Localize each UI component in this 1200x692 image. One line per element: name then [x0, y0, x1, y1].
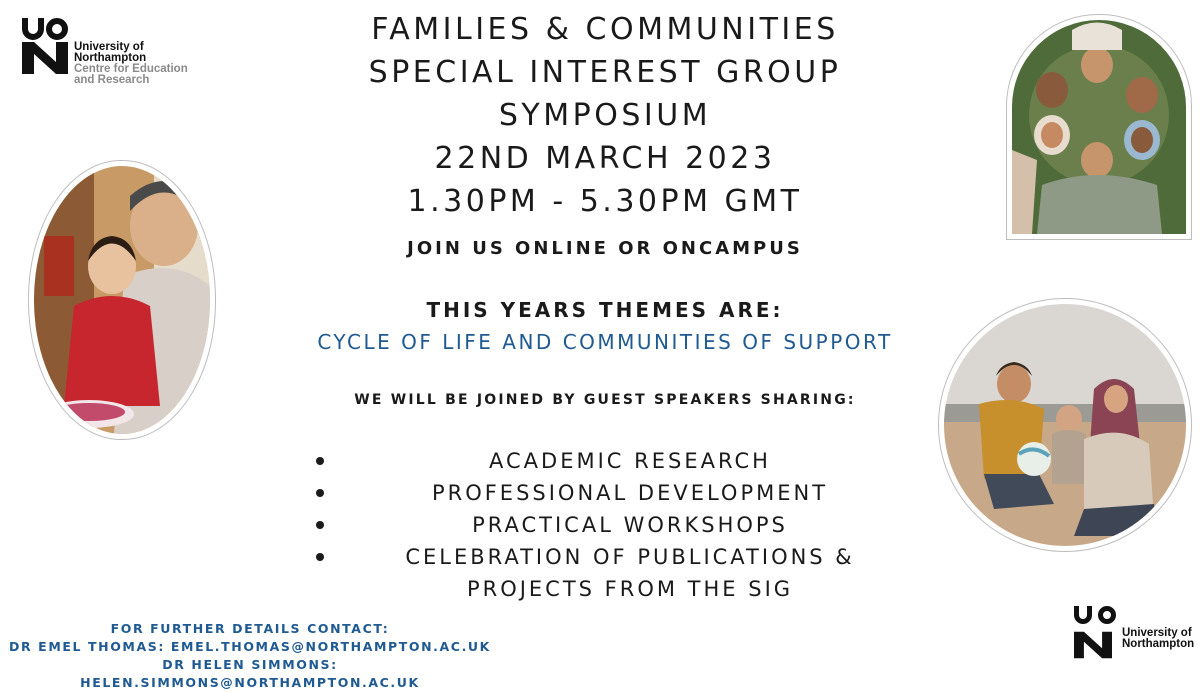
logo-centre: Centre for Education	[74, 63, 188, 75]
logo-northampton: Northampton	[74, 52, 147, 64]
event-date: 22ND MARCH 2023	[434, 141, 776, 176]
logo-text	[1122, 628, 1194, 662]
join-text: JOIN US ONLINE OR ONCAMPUS	[407, 238, 803, 259]
uon-logo-mark	[1074, 606, 1120, 662]
list-item-continuation	[310, 573, 910, 605]
bullet-icon	[316, 553, 324, 561]
list-item	[310, 541, 910, 573]
event-time: 1.30PM - 5.30PM GMT	[407, 184, 803, 219]
uon-logo-mark	[22, 18, 68, 86]
title-block	[300, 8, 910, 223]
contact-heading: FOR FURTHER DETAILS CONTACT:	[110, 621, 390, 636]
logo-text	[74, 42, 188, 86]
title-line-1: FAMILIES & COMMUNITIES	[371, 12, 839, 47]
list-item	[310, 509, 910, 541]
photo-family-beach-illustration	[944, 304, 1186, 546]
list-item	[310, 445, 910, 477]
topic-label: ACADEMIC RESEARCH	[489, 449, 771, 473]
topic-label: PROJECTS FROM THE SIG	[466, 577, 794, 601]
logo-northampton: Northampton	[1122, 638, 1195, 650]
bullet-icon	[316, 489, 324, 497]
guest-speakers-text: WE WILL BE JOINED BY GUEST SPEAKERS SHARING:	[354, 392, 856, 408]
logo-research: and Research	[74, 74, 150, 86]
list-item	[310, 477, 910, 509]
topic-label: PRACTICAL WORKSHOPS	[472, 513, 788, 537]
photo-group-circle	[1006, 14, 1192, 240]
topic-label: PROFESSIONAL DEVELOPMENT	[431, 481, 829, 505]
themes-text: CYCLE OF LIFE AND COMMUNITIES OF SUPPORT	[317, 330, 893, 354]
title-line-3: SYMPOSIUM	[498, 98, 712, 133]
logo-university-of: University of	[1122, 627, 1192, 639]
bullet-icon	[316, 457, 324, 465]
uon-logo-bottom	[1074, 606, 1194, 662]
contact-line-2[interactable]: DR HELEN SIMMONS: HELEN.SIMMONS@NORTHAMPTON.AC.UK	[80, 657, 420, 690]
themes-heading: THIS YEARS THEMES ARE:	[426, 298, 784, 322]
bullet-icon	[316, 521, 324, 529]
photo-group-circle-illustration	[1012, 20, 1186, 234]
photo-family-beach	[938, 298, 1192, 552]
uon-logo-top	[22, 18, 188, 86]
logo-university-of: University of	[74, 41, 144, 53]
contact-line-1[interactable]: DR EMEL THOMAS: EMEL.THOMAS@NORTHAMPTON.AC.UK	[9, 639, 491, 654]
photo-grandfather-child-illustration	[34, 166, 210, 434]
contact-block	[0, 620, 500, 692]
photo-grandfather-child	[28, 160, 216, 440]
topics-list	[310, 445, 910, 605]
topic-label: CELEBRATION OF PUBLICATIONS &	[405, 545, 855, 569]
title-line-2: SPECIAL INTEREST GROUP	[368, 55, 842, 90]
